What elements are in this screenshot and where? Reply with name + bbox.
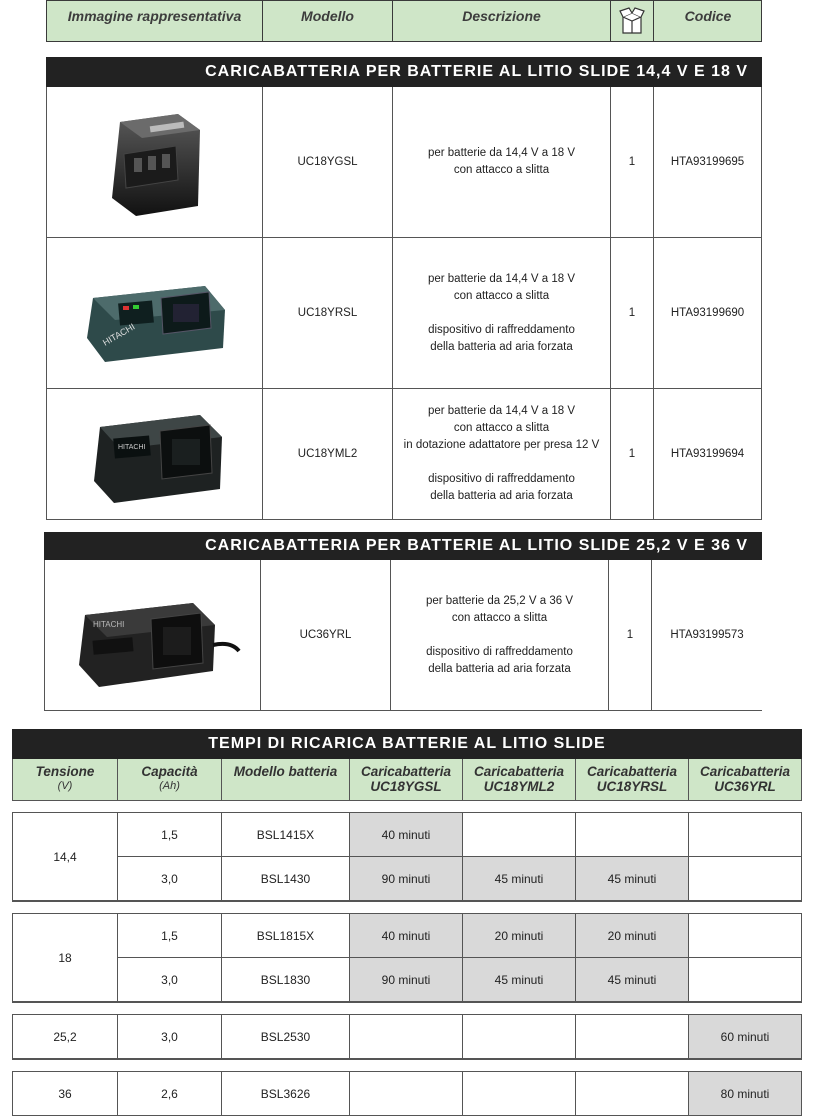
col-modello: Modello batteria: [222, 759, 350, 800]
battery-model-cell: BSL2530: [222, 1015, 350, 1059]
charge-time-cell: 45 minuti: [576, 857, 689, 901]
product-model: UC18YML2: [263, 389, 393, 519]
col-capacita-unit: (Ah): [159, 780, 180, 792]
desc-line: con attacco a slitta: [453, 164, 550, 176]
charge-time-cell: 20 minuti: [576, 914, 689, 958]
charge-time-cell: [689, 914, 802, 958]
header-code: Codice: [684, 8, 732, 24]
voltage-cell: 36: [12, 1072, 118, 1116]
battery-model-cell: BSL1430: [222, 857, 350, 901]
section1-title: CARICABATTERIA PER BATTERIE AL LITIO SLIDE 14,4 V E 18 V: [46, 57, 762, 87]
battery-model-cell: BSL1830: [222, 958, 350, 1002]
voltage-cell: 18: [12, 914, 118, 1002]
desc-line: della batteria ad aria forzata: [430, 490, 573, 502]
charge-time-cell: [463, 813, 576, 857]
charger-model: UC18YML2: [483, 779, 555, 794]
charge-time-cell: 80 minuti: [689, 1072, 802, 1116]
section2-title: CARICABATTERIA PER BATTERIE AL LITIO SLIDE 25,2 V E 36 V: [44, 532, 762, 560]
product-qty: 1: [611, 389, 654, 519]
battery-model-cell: BSL3626: [222, 1072, 350, 1116]
product-model: UC36YRL: [261, 560, 391, 710]
product-image: [47, 238, 263, 388]
charge-table-title: TEMPI DI RICARICA BATTERIE AL LITIO SLIDE: [12, 729, 802, 759]
battery-model-cell: BSL1815X: [222, 914, 350, 958]
product-code: HTA93199573: [670, 628, 744, 641]
product-model: UC18YGSL: [263, 87, 393, 237]
desc-line: dispositivo di raffreddamento: [426, 645, 573, 658]
product-qty: 1: [611, 238, 654, 388]
desc-line: della batteria ad aria forzata: [430, 340, 573, 353]
charge-time-cell: 90 minuti: [350, 958, 463, 1002]
col-charger-1: [350, 759, 463, 800]
charge-time-cell: [350, 1015, 463, 1059]
desc-line: per batterie da 14,4 V a 18 V: [427, 405, 576, 417]
battery-model-cell: BSL1415X: [222, 813, 350, 857]
group-separator: [12, 901, 802, 914]
capacity-cell: 3,0: [118, 1015, 222, 1059]
product-row-uc18yml2: [46, 389, 762, 520]
charge-time-cell: 45 minuti: [463, 857, 576, 901]
col-tensione-label: Tensione: [35, 764, 95, 779]
charge-time-cell: 20 minuti: [463, 914, 576, 958]
charger-model: UC18YRSL: [596, 779, 668, 794]
charge-time-cell: [350, 1072, 463, 1116]
charger-label: Caricabatteria: [473, 764, 565, 779]
charger-label: Caricabatteria: [360, 764, 452, 779]
col-tensione: [12, 759, 118, 800]
col-capacita: [118, 759, 222, 800]
product-description: [393, 238, 611, 388]
charge-time-cell: [689, 813, 802, 857]
charge-time-cell: 60 minuti: [689, 1015, 802, 1059]
product-row-uc18yrsl: [46, 238, 762, 389]
desc-line: in dotazione adattatore per presa 12 V: [403, 439, 600, 451]
product-image: [47, 87, 263, 237]
product-code: HTA93199694: [654, 389, 762, 519]
product-model: UC18YRSL: [263, 238, 393, 388]
capacity-cell: 2,6: [118, 1072, 222, 1116]
capacity-cell: 1,5: [118, 914, 222, 958]
voltage-cell: 14,4: [12, 813, 118, 901]
capacity-cell: 1,5: [118, 813, 222, 857]
desc-line: con attacco a slitta: [453, 422, 550, 434]
product-qty: 1: [609, 560, 652, 710]
charge-time-cell: [689, 857, 802, 901]
product-image: [47, 389, 263, 519]
capacity-cell: 3,0: [118, 857, 222, 901]
product-description: [391, 560, 609, 710]
header-model: Modello: [263, 1, 393, 41]
charge-time-cell: [576, 1015, 689, 1059]
desc-line: per batterie da 14,4 V a 18 V: [427, 272, 576, 285]
charge-time-cell: 45 minuti: [576, 958, 689, 1002]
charge-time-cell: [576, 813, 689, 857]
col-charger-3: [576, 759, 689, 800]
capacity-cell: 3,0: [118, 958, 222, 1002]
svg-text:HITACHI: HITACHI: [117, 443, 145, 451]
product-qty: 1: [611, 87, 654, 237]
header-description: Descrizione: [393, 1, 611, 41]
desc-line: per batterie da 25,2 V a 36 V: [425, 594, 574, 607]
charge-time-cell: 90 minuti: [350, 857, 463, 901]
product-description: [393, 389, 611, 519]
product-row-uc18ygsl: [46, 87, 762, 238]
charge-time-cell: [576, 1072, 689, 1116]
voltage-cell: 25,2: [12, 1015, 118, 1059]
col-charger-4: [689, 759, 802, 800]
desc-line: con attacco a slitta: [451, 611, 548, 624]
charge-time-cell: 40 minuti: [350, 914, 463, 958]
product-image: [45, 560, 261, 710]
col-capacita-label: Capacità: [141, 764, 198, 779]
product-description: [393, 87, 611, 237]
header-image: Immagine rappresentativa: [47, 1, 263, 41]
desc-line: della batteria ad aria forzata: [428, 662, 571, 675]
col-tensione-unit: (V): [57, 780, 73, 792]
group-separator: [12, 1002, 802, 1015]
product-code: HTA93199690: [654, 238, 762, 388]
charge-time-cell: 40 minuti: [350, 813, 463, 857]
group-separator: [12, 1059, 802, 1072]
desc-line: dispositivo di raffreddamento: [428, 323, 575, 336]
products-table-header: [46, 0, 762, 42]
product-code: HTA93199695: [654, 87, 762, 237]
box-icon: [611, 1, 654, 41]
col-charger-2: [463, 759, 576, 800]
desc-line: dispositivo di raffreddamento: [428, 473, 575, 485]
desc-line: con attacco a slitta: [453, 289, 550, 302]
charger-label: Caricabatteria: [586, 764, 678, 779]
charge-time-cell: [463, 1015, 576, 1059]
group-separator: [12, 800, 802, 813]
product-row-uc36yrl: [44, 560, 762, 711]
charge-time-cell: [689, 958, 802, 1002]
charge-time-cell: 45 minuti: [463, 958, 576, 1002]
charger-model: UC18YGSL: [370, 779, 442, 794]
desc-line: per batterie da 14,4 V a 18 V: [427, 147, 576, 159]
charge-time-cell: [463, 1072, 576, 1116]
charger-model: UC36YRL: [714, 779, 776, 794]
charger-label: Caricabatteria: [699, 764, 791, 779]
svg-text:HITACHI: HITACHI: [100, 321, 137, 348]
svg-text:HITACHI: HITACHI: [92, 620, 124, 629]
